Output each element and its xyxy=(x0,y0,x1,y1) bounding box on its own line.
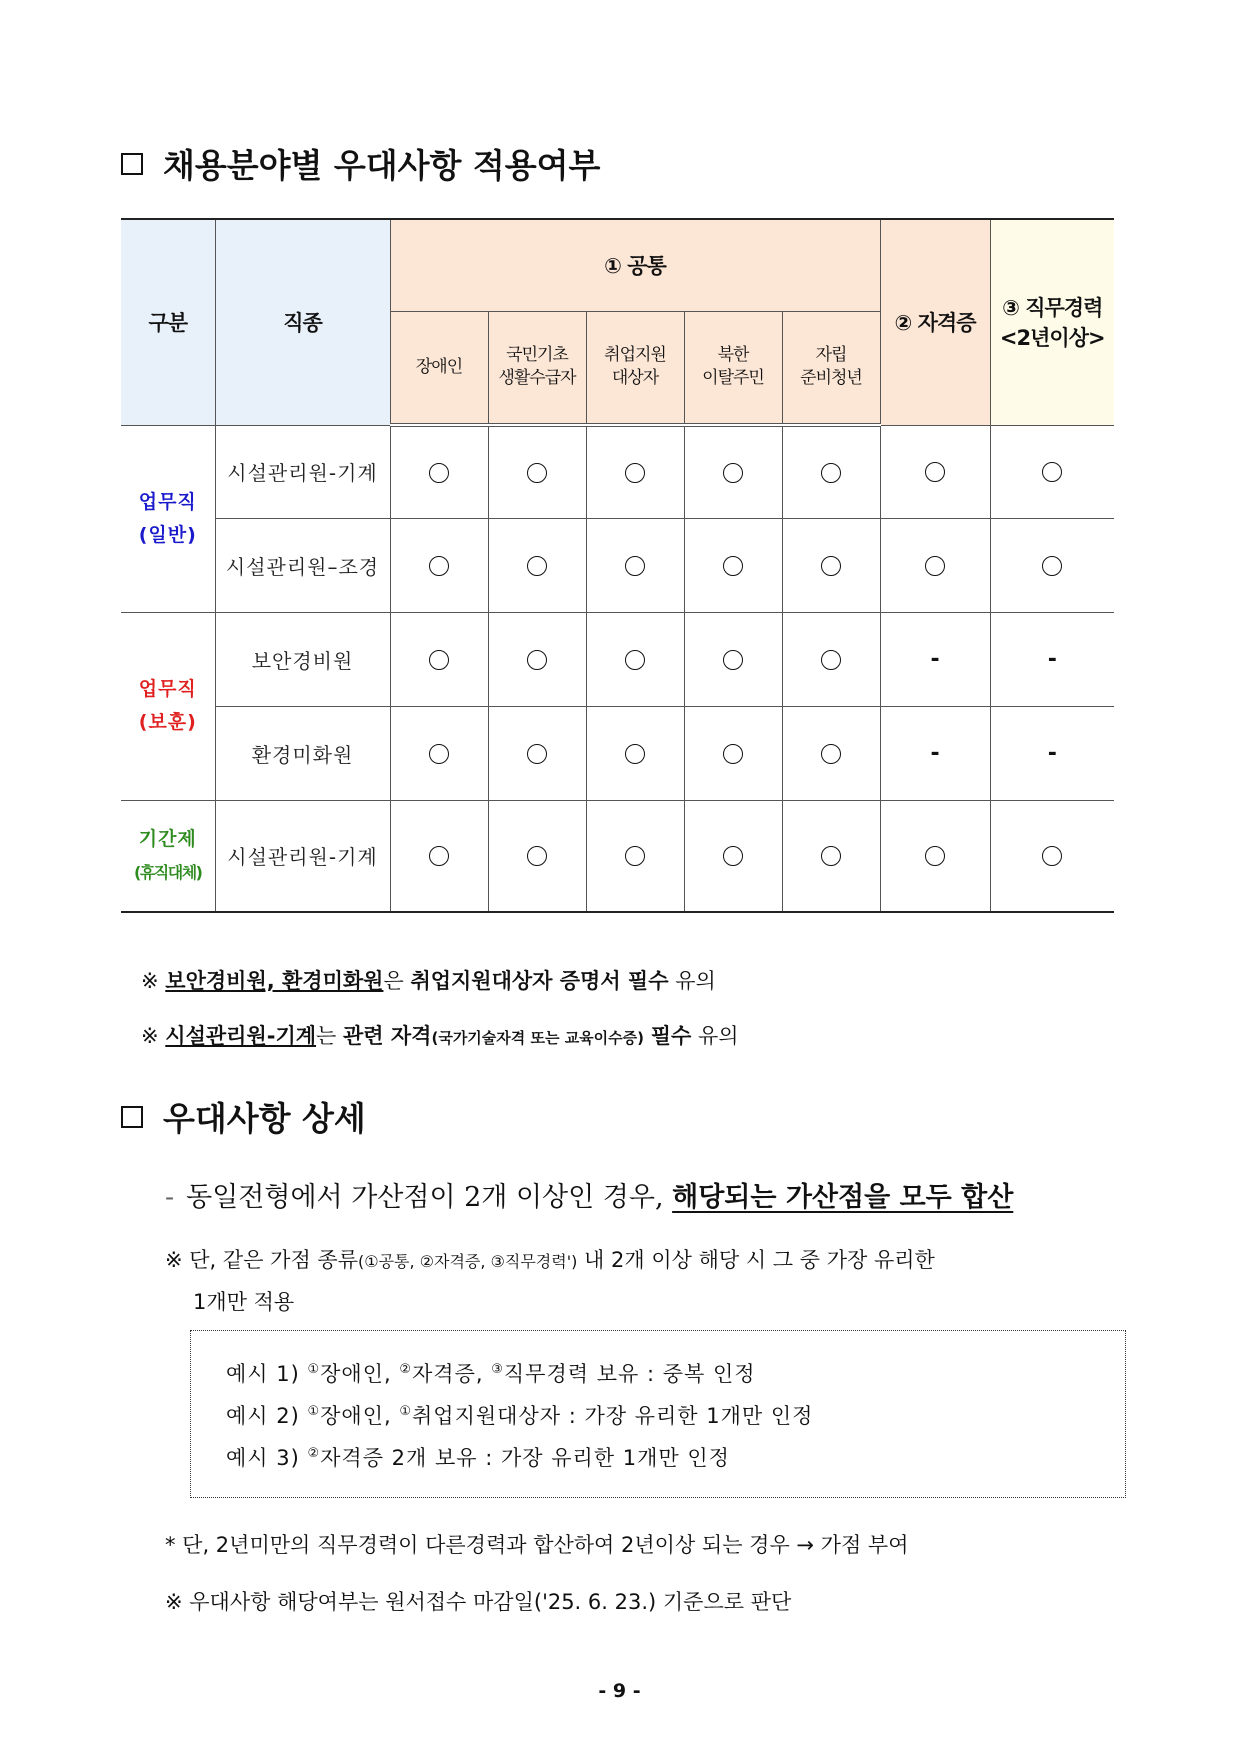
circle-mark-icon xyxy=(625,846,645,866)
job-name: 시설관리원-기계 xyxy=(215,800,390,912)
mark-cell xyxy=(586,612,684,706)
dash-mark: - xyxy=(930,646,940,672)
mark-cell xyxy=(684,612,782,706)
mark-cell xyxy=(880,518,990,612)
mark-cell xyxy=(782,518,880,612)
mark-cell xyxy=(782,425,880,518)
circle-mark-icon xyxy=(925,462,945,482)
mark-cell xyxy=(782,612,880,706)
circle-mark-icon xyxy=(527,556,547,576)
circle-mark-icon xyxy=(429,650,449,670)
header-common: ① 공통 xyxy=(390,219,880,311)
mark-cell xyxy=(684,706,782,800)
mark-cell xyxy=(488,612,586,706)
header-license: ② 자격증 xyxy=(880,219,990,425)
mark-cell xyxy=(684,425,782,518)
mark-cell xyxy=(880,612,990,706)
subheader-basic-livelihood: 국민기초 생활수급자 xyxy=(488,311,586,425)
circle-mark-icon xyxy=(723,556,743,576)
mark-cell xyxy=(782,800,880,912)
circle-mark-icon xyxy=(723,650,743,670)
mark-cell xyxy=(990,425,1114,518)
table-row xyxy=(121,518,1114,612)
circle-mark-icon xyxy=(723,463,743,483)
header-career xyxy=(990,219,1114,425)
section-title-details xyxy=(121,1093,366,1140)
circle-mark-icon xyxy=(527,744,547,764)
subheader-employment-support: 취업지원 대상자 xyxy=(586,311,684,425)
category-temporary: 기간제 (휴직대체) xyxy=(121,800,215,912)
header-career-line1: ③ 직무경력 xyxy=(1002,296,1103,321)
mark-cell xyxy=(390,800,488,912)
page-number: - 9 - xyxy=(598,1680,641,1702)
note-security-cleaning: ※ 보안경비원, 환경미화원은 취업지원대상자 증명서 필수 유의 xyxy=(141,969,716,993)
job-name: 보안경비원 xyxy=(215,612,390,706)
category-veterans: 업무직 (보훈) xyxy=(121,612,215,800)
circle-mark-icon xyxy=(527,463,547,483)
circle-mark-icon xyxy=(925,556,945,576)
mark-cell xyxy=(586,800,684,912)
mark-cell xyxy=(684,518,782,612)
header-career-line2: <2년이상> xyxy=(999,326,1105,351)
circle-mark-icon xyxy=(625,463,645,483)
mark-cell xyxy=(390,706,488,800)
circle-mark-icon xyxy=(527,846,547,866)
dash-mark: - xyxy=(1047,646,1057,672)
mark-cell xyxy=(488,706,586,800)
preference-table xyxy=(121,218,1114,913)
subheader-north-korean-defector: 북한 이탈주민 xyxy=(684,311,782,425)
circle-mark-icon xyxy=(625,744,645,764)
examples-box xyxy=(190,1330,1126,1498)
circle-mark-icon xyxy=(821,463,841,483)
bonus-sum-rule: - 동일전형에서 가산점이 2개 이상인 경우, 해당되는 가산점을 모두 합산 xyxy=(165,1182,1014,1213)
subheader-disabled: 장애인 xyxy=(390,311,488,425)
circle-mark-icon xyxy=(527,650,547,670)
circle-mark-icon xyxy=(625,556,645,576)
circle-mark-icon xyxy=(821,846,841,866)
section-title-application xyxy=(121,140,600,187)
mark-cell xyxy=(990,706,1114,800)
example-line: 예시 1) ①장애인, ②자격증, ③직무경력 보유 : 중복 인정 xyxy=(226,1362,756,1386)
job-name: 시설관리원–조경 xyxy=(215,518,390,612)
mark-cell xyxy=(488,518,586,612)
circle-mark-icon xyxy=(429,744,449,764)
mark-cell xyxy=(990,518,1114,612)
circle-mark-icon xyxy=(821,556,841,576)
circle-mark-icon xyxy=(1042,846,1062,866)
note-deadline: ※ 우대사항 해당여부는 원서접수 마감일('25. 6. 23.) 기준으로 판단 xyxy=(165,1590,792,1614)
mark-cell xyxy=(990,612,1114,706)
bonus-sum-rule-emphasis: 해당되는 가산점을 모두 합산 xyxy=(672,1182,1014,1213)
mark-cell xyxy=(390,518,488,612)
note-career-sum: * 단, 2년미만의 직무경력이 다른경력과 합산하여 2년이상 되는 경우 → 가점 부여 xyxy=(165,1533,909,1557)
subheader-self-reliance-youth: 자립 준비청년 xyxy=(782,311,880,425)
checkbox-square-icon xyxy=(121,153,143,175)
dash-mark: - xyxy=(1047,740,1057,766)
circle-mark-icon xyxy=(429,463,449,483)
mark-cell xyxy=(880,706,990,800)
circle-mark-icon xyxy=(1042,462,1062,482)
job-name: 환경미화원 xyxy=(215,706,390,800)
mark-cell xyxy=(586,706,684,800)
mark-cell xyxy=(488,800,586,912)
circle-mark-icon xyxy=(723,744,743,764)
mark-cell xyxy=(880,800,990,912)
category-general: 업무직 (일반) xyxy=(121,425,215,612)
table-row xyxy=(121,706,1114,800)
example-line: 예시 2) ①장애인, ①취업지원대상자 : 가장 유리한 1개만 인정 xyxy=(226,1404,814,1428)
table-row xyxy=(121,612,1114,706)
mark-cell xyxy=(990,800,1114,912)
job-name: 시설관리원-기계 xyxy=(215,425,390,518)
circle-mark-icon xyxy=(429,846,449,866)
header-job: 직종 xyxy=(215,219,390,425)
circle-mark-icon xyxy=(821,744,841,764)
mark-cell xyxy=(390,425,488,518)
table-row xyxy=(121,425,1114,518)
section-title-text: 채용분야별 우대사항 적용여부 xyxy=(163,146,601,185)
mark-cell xyxy=(390,612,488,706)
circle-mark-icon xyxy=(723,846,743,866)
circle-mark-icon xyxy=(925,846,945,866)
circle-mark-icon xyxy=(821,650,841,670)
mark-cell xyxy=(684,800,782,912)
mark-cell xyxy=(880,425,990,518)
dash-mark: - xyxy=(930,740,940,766)
circle-mark-icon xyxy=(1042,556,1062,576)
table-row xyxy=(121,800,1114,912)
mark-cell xyxy=(782,706,880,800)
mark-cell xyxy=(586,518,684,612)
circle-mark-icon xyxy=(429,556,449,576)
note-facility-machine: ※ 시설관리원-기계는 관련 자격(국가기술자격 또는 교육이수증) 필수 유의 xyxy=(141,1024,739,1048)
note-same-type-rule: ※ 단, 같은 가점 종류(①공통, ②자격증, ③직무경력') 내 2개 이상 해당 시 그 중 가장 유리한 1개만 적용 xyxy=(165,1248,935,1314)
checkbox-square-icon xyxy=(121,1106,143,1128)
header-category: 구분 xyxy=(121,219,215,425)
example-line: 예시 3) ②자격증 2개 보유 : 가장 유리한 1개만 인정 xyxy=(226,1446,730,1470)
circle-mark-icon xyxy=(625,650,645,670)
mark-cell xyxy=(586,425,684,518)
section-title-text: 우대사항 상세 xyxy=(163,1099,366,1138)
mark-cell xyxy=(488,425,586,518)
